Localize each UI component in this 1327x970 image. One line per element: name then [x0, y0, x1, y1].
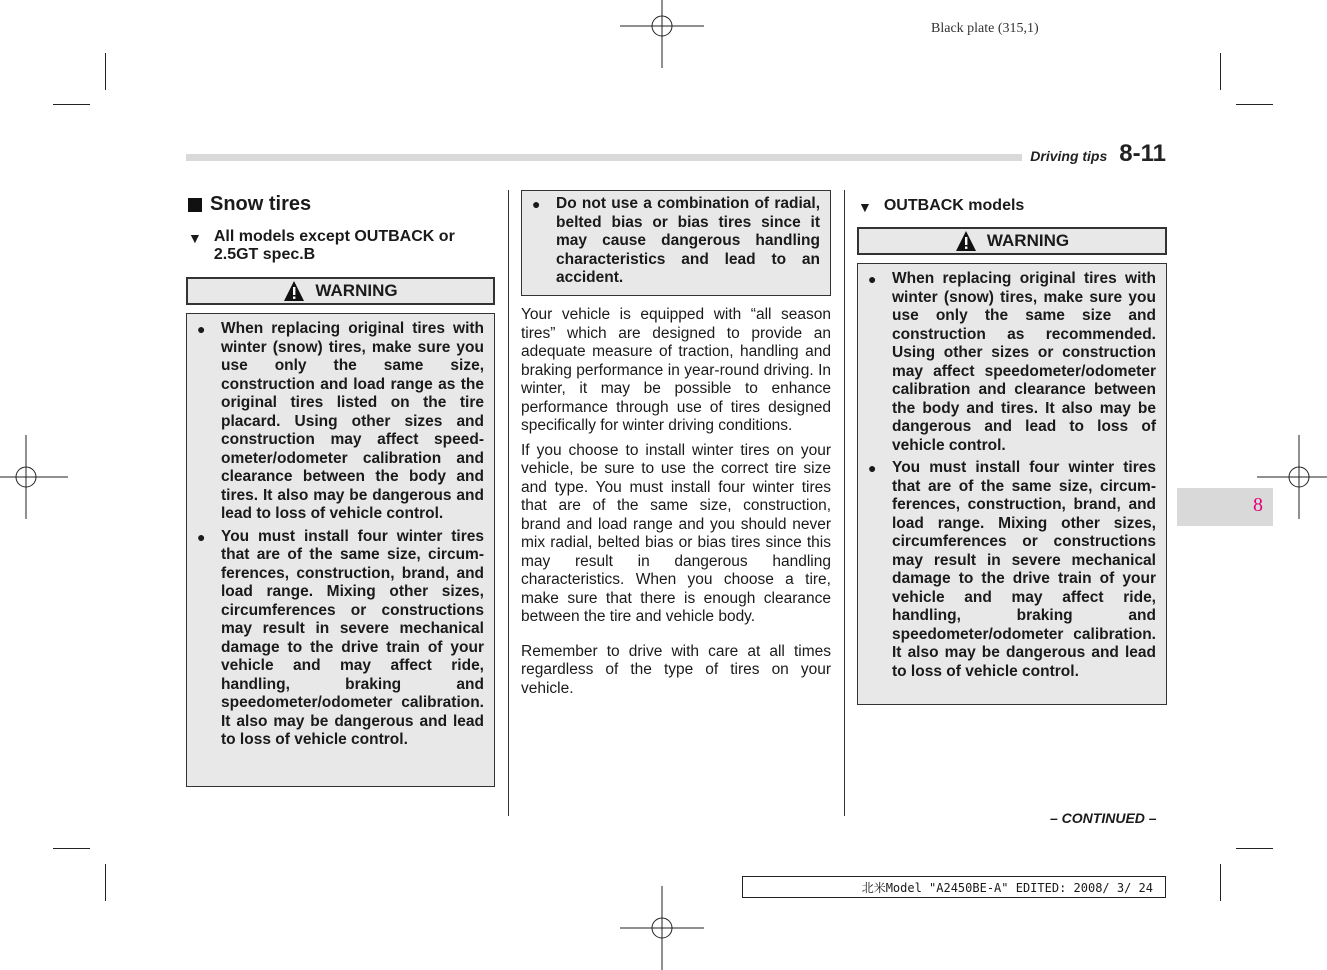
warning-label: WARNING [315, 281, 398, 300]
square-bullet-icon [188, 198, 202, 212]
paragraph: If you choose to install winter tires on your vehicle, be sure to use the correct tire size and type. You must install four winter tires that are of the same size, construction, brand and load range and you should never mix radial, belted bias or bias tires since this may result in dangerous handling characteristics. When you choose a tire, make sure that there is enough clearance between the tire and vehicle body. [521, 441, 831, 625]
crop-mark [1220, 53, 1221, 90]
subheading-text: All models except OUTBACK or 2.5GT spec.B [213, 228, 455, 263]
crop-mark [53, 848, 90, 849]
crop-mark [1236, 848, 1273, 849]
warning-box [186, 313, 495, 787]
bullet-icon: ● [197, 528, 206, 545]
chapter-tab [1177, 488, 1273, 526]
bullet-icon: ● [197, 321, 206, 337]
registration-mark-icon [0, 435, 68, 519]
paragraph: Your vehicle is equipped with “all season tires” which are designed to provide an adequate measure of traction, handling and braking performance in year-round driving. In winter, it may be possible to enhance performance through use of tires designed specifically for winter driving conditions. [521, 306, 831, 434]
page-number: 8-11 [1119, 140, 1166, 167]
bullet-icon: ● [532, 196, 541, 212]
triangle-bullet-icon: ▼ [188, 230, 202, 246]
subheading [188, 228, 488, 264]
crop-mark [105, 864, 106, 901]
bullet-icon: ● [868, 460, 877, 476]
crop-mark [53, 104, 90, 105]
warning-item: ● When replacing original tires with winter (snow) tires, make sure you use only the same size and construction as recommended. Using other sizes or construction may affect speedometer/odometer calibration and clearance between the body and tires. It also may be dangerous and lead to loss of vehicle control. [868, 270, 1156, 454]
warning-item: ● You must install four winter tires that are of the same size, circumferences, construction, brand, and load range. Mixing other sizes, circumferences or constructions may result in severe mechanical damage to the drive train of your vehicle and may affect ride, handling, braking and speedometer/odometer calibration. It also may be dangerous and lead to loss of vehicle control. [197, 527, 484, 748]
footer-edit-info: 北米Model "A2450BE-A" EDITED: 2008/ 3/ 24 [742, 876, 1166, 898]
warning-box [857, 263, 1167, 705]
section-title-text: Snow tires [210, 193, 312, 215]
crop-mark [1236, 104, 1273, 105]
triangle-bullet-icon: ▼ [858, 199, 872, 215]
warning-triangle-icon [283, 280, 305, 302]
crop-mark [105, 53, 106, 90]
header-bar [186, 154, 1166, 161]
column-divider [508, 190, 509, 816]
warning-item: ● Do not use a combination of radial, belted bias or bias tires since it may cause dangerous handling characteristics and lead to an accident. [532, 195, 820, 286]
paragraph: Remember to drive with care at all times regardless of the type of tires on your vehicle. [521, 642, 831, 697]
warning-label: WARNING [986, 231, 1070, 250]
chapter-tab-number: 8 [1253, 494, 1263, 516]
bullet-icon: ● [868, 271, 877, 287]
warning-item: ● When replacing original tires with winter (snow) tires, make sure you use only the same size, construction and load range as the original tires listed on the tire placard. Using other sizes and construction may affect speedometer/odometer calibration and clearance between the body and tires. It also may be dangerous and lead to loss of vehicle control. [197, 320, 484, 522]
page-header [1022, 140, 1166, 168]
body-text [521, 306, 831, 704]
registration-mark-icon [620, 0, 704, 68]
warning-item: ● You must install four winter tires that are of the same size, circumferences, construction, brand, and load range. Mixing other sizes, circumferences or constructions may result in severe mechanical damage to the drive train of your vehicle and may affect ride, handling, braking and speedometer/odometer calibration. It also may be dangerous and lead to loss of vehicle control. [868, 459, 1156, 680]
warning-header [857, 227, 1167, 255]
warning-triangle-icon [955, 230, 977, 252]
plate-label: Black plate (315,1) [931, 21, 1039, 36]
warning-header [186, 277, 495, 305]
header-section-title: Driving tips [1030, 148, 1108, 164]
continued-label: – CONTINUED – [1050, 810, 1157, 826]
registration-mark-icon [620, 886, 704, 970]
crop-mark [1220, 864, 1221, 901]
subheading-text: OUTBACK models [883, 197, 1025, 214]
warning-box-continued [521, 190, 831, 296]
column-divider [844, 190, 845, 816]
section-title [188, 193, 311, 216]
subheading [858, 197, 1158, 217]
